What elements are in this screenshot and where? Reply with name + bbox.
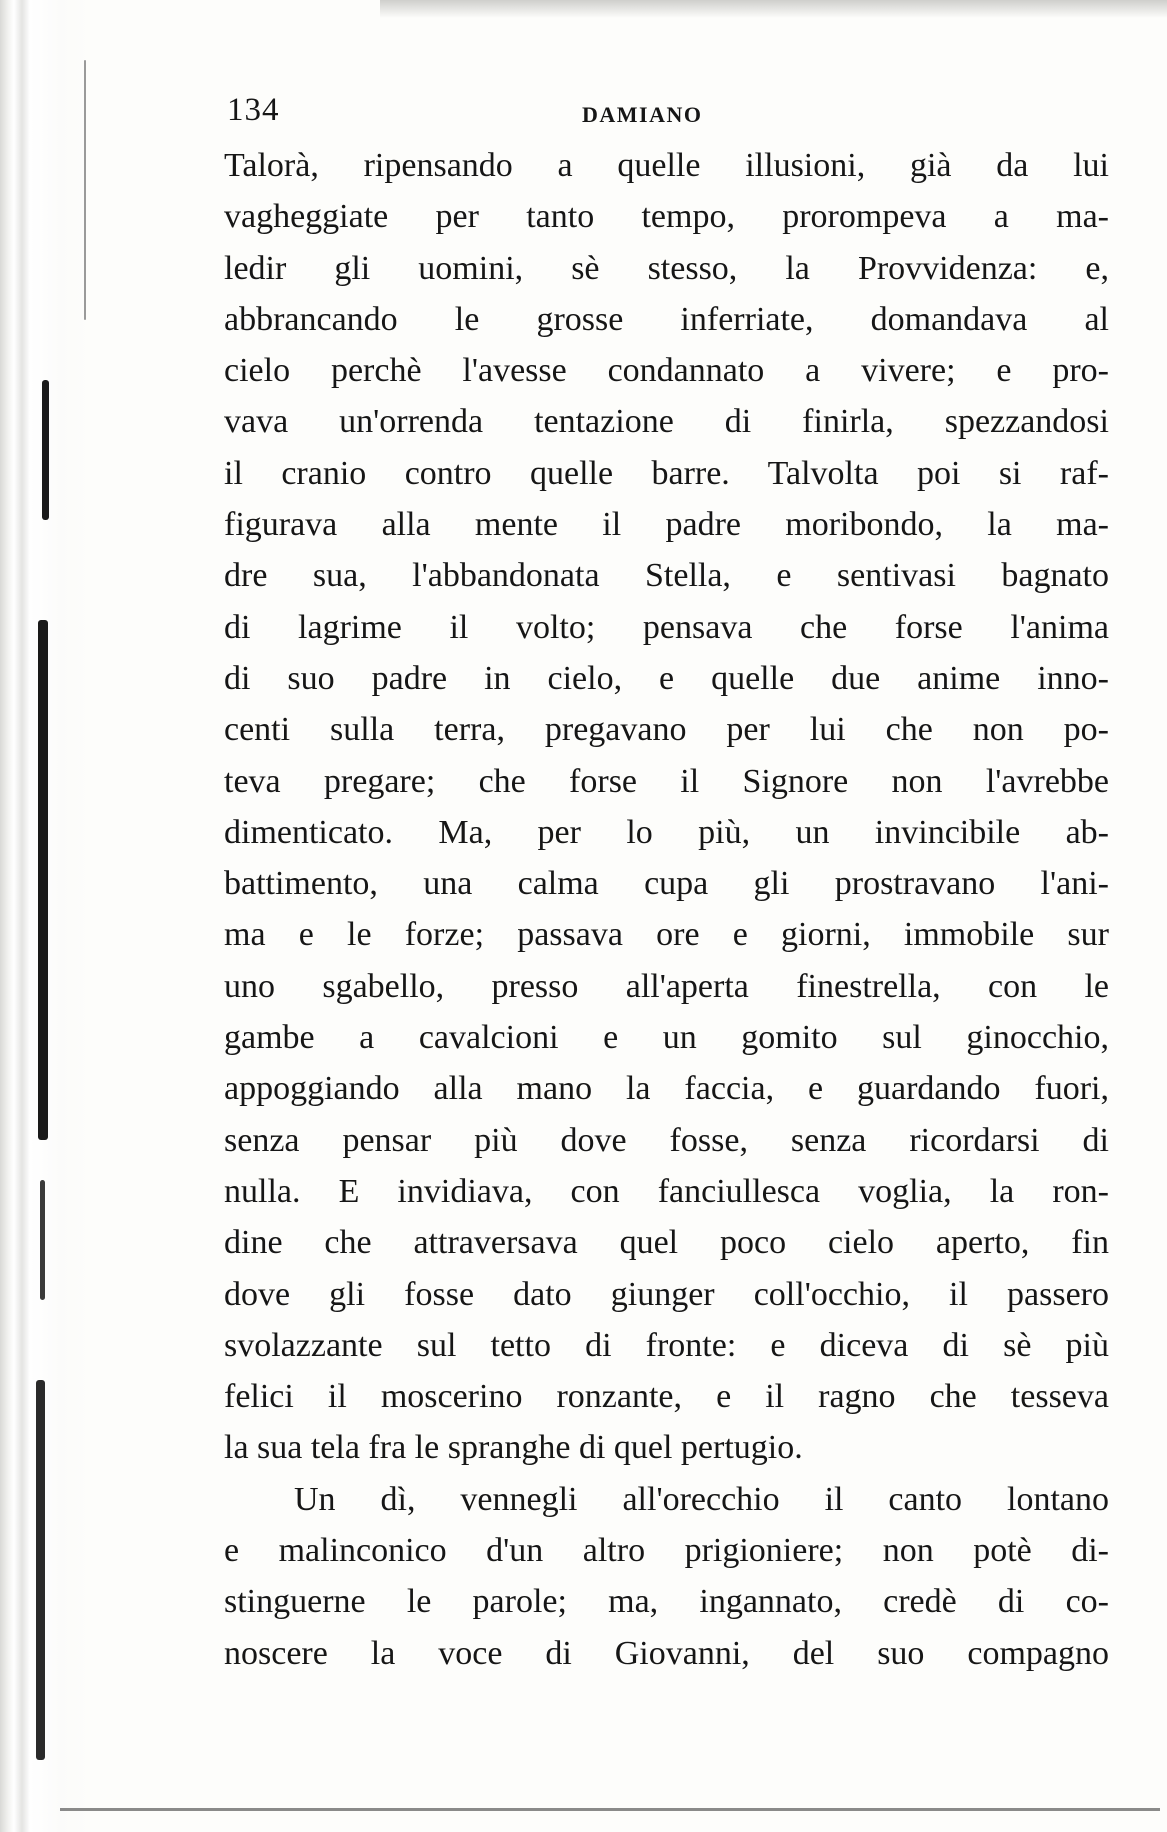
text-line: felici il moscerino ronzante, e il ragno che tesseva (224, 1378, 1109, 1416)
text-line: vava un'orrenda tentazione di finirla, spezzandosi (224, 403, 1109, 441)
scan-shadow (380, 0, 1167, 18)
text-line: abbrancando le grosse inferriate, domandava al (224, 300, 1109, 338)
binding-mark (42, 380, 49, 520)
page-header (227, 92, 1107, 132)
text-line: battimento, una calma cupa gli prostravano l'ani- (224, 865, 1109, 903)
text-line: di suo padre in cielo, e quelle due anime inno- (224, 659, 1109, 697)
text-line: noscere la voce di Giovanni, del suo compagno (224, 1634, 1109, 1672)
text-line: dre sua, l'abbandonata Stella, e sentivasi bagnato (224, 557, 1109, 595)
text-line: centi sulla terra, pregavano per lui che non po- (224, 711, 1109, 749)
binding-mark (36, 1380, 45, 1760)
text-line: svolazzante sul tetto di fronte: e diceva di sè più (224, 1326, 1109, 1364)
text-line: senza pensar più dove fosse, senza ricordarsi di (224, 1121, 1109, 1159)
text-line: cielo perchè l'avesse condannato a vivere; e pro- (224, 352, 1109, 390)
body-text (224, 140, 1109, 1679)
text-line: il cranio contro quelle barre. Talvolta poi si raf- (224, 454, 1109, 492)
binding-edge (0, 0, 90, 1832)
text-line: Un dì, vennegli all'orecchio il canto lontano (294, 1480, 1109, 1518)
text-line: uno sgabello, presso all'aperta finestrella, con le (224, 967, 1109, 1005)
text-line: ma e le forze; passava ore e giorni, immobile sur (224, 916, 1109, 954)
text-line: appoggiando alla mano la faccia, e guardando fuori, (224, 1070, 1109, 1108)
text-line: Talorà, ripensando a quelle illusioni, già da lui (224, 147, 1109, 184)
text-line: di lagrime il volto; pensava che forse l'anima (224, 608, 1109, 646)
text-line: dine che attraversava quel poco cielo aperto, fin (224, 1224, 1109, 1262)
text-line: nulla. E invidiava, con fanciullesca voglia, la ron- (224, 1172, 1109, 1210)
binding-mark (38, 620, 48, 1140)
text-line: e malinconico d'un altro prigioniere; non potè di- (224, 1532, 1109, 1570)
binding-mark (40, 1180, 45, 1300)
text-line: dove gli fosse dato giunger coll'occhio, il passero (224, 1275, 1109, 1313)
running-head: DAMIANO (582, 102, 703, 127)
text-line: dimenticato. Ma, per lo più, un invincibile ab- (224, 813, 1109, 851)
text-line: teva pregare; che forse il Signore non l'avrebbe (224, 762, 1109, 800)
text-line: figurava alla mente il padre moribondo, la ma- (224, 506, 1109, 544)
text-line: gambe a cavalcioni e un gomito sul ginocchio, (224, 1019, 1109, 1057)
binding-mark (84, 60, 86, 320)
text-line: la sua tela fra le spranghe di quel pertugio. (224, 1429, 803, 1467)
text-line: ledir gli uomini, sè stesso, la Provvidenza: e, (224, 249, 1109, 287)
page-number: 134 (227, 92, 280, 128)
text-line: stinguerne le parole; ma, ingannato, credè di co- (224, 1583, 1109, 1621)
scan-edge-line (60, 1808, 1160, 1811)
text-line: vagheggiate per tanto tempo, prorompeva a ma- (224, 198, 1109, 236)
